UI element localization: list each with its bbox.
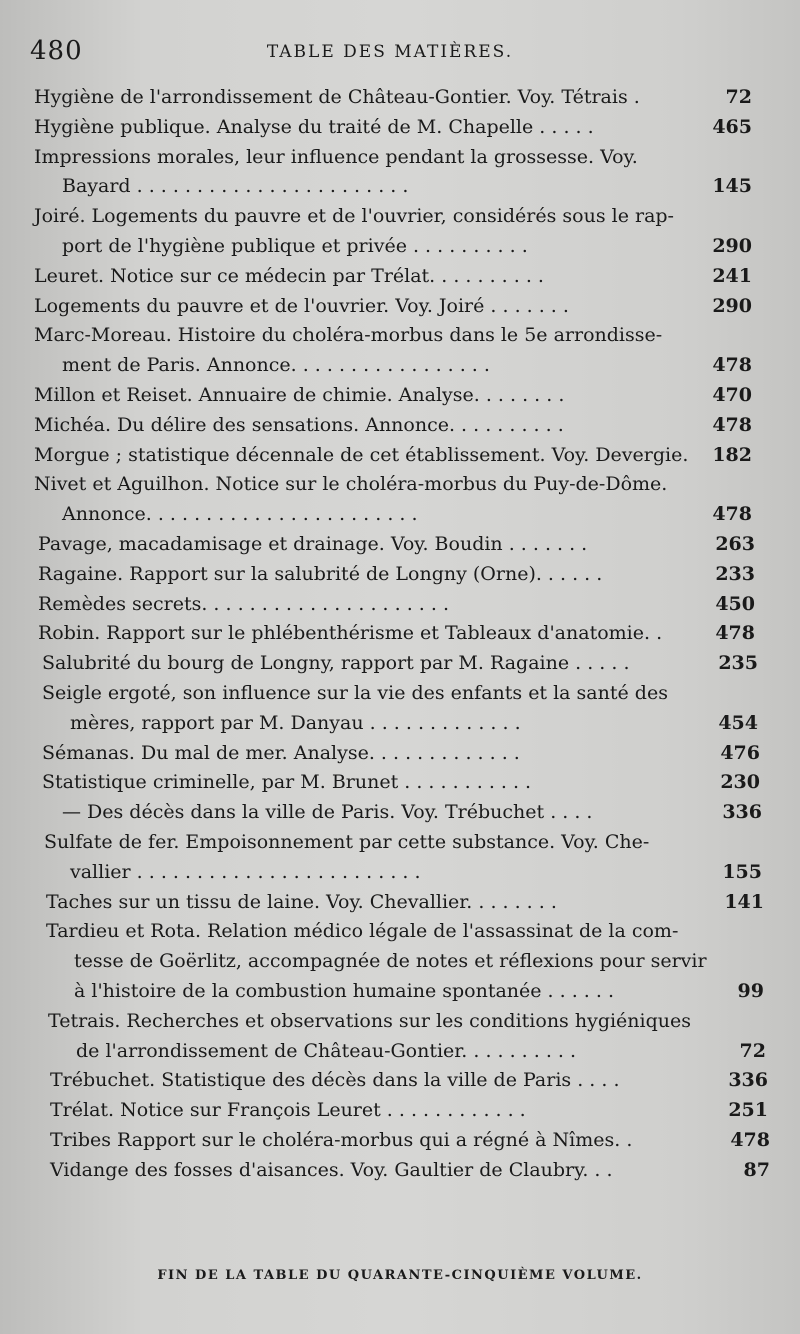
index-line-text: mères, rapport par M. Danyau . . . . . . . . . . . . . xyxy=(70,711,521,734)
index-line-page: 235 xyxy=(718,652,758,675)
index-line-page: 450 xyxy=(715,592,755,615)
index-line-page: 336 xyxy=(722,801,762,824)
index-line xyxy=(0,291,800,321)
index-line-text: Joiré. Logements du pauvre et de l'ouvrier, considérés sous le rap- xyxy=(34,205,674,228)
index-line-text: Sulfate de fer. Empoisonnement par cette substance. Voy. Che- xyxy=(44,831,650,853)
index-line-text: Statistique criminelle, par M. Brunet . . . . . . . . . . . xyxy=(42,771,532,794)
index-line-text: Millon et Reiset. Annuaire de chimie. Analyse. . . . . . . . xyxy=(34,384,565,406)
index-line-page: 72 xyxy=(725,86,752,108)
index-line-page: 478 xyxy=(715,622,755,645)
index-line xyxy=(0,797,800,827)
index-line-page: 478 xyxy=(730,1129,770,1151)
index-line xyxy=(0,261,800,291)
index-line xyxy=(0,678,800,708)
index-line-text: Tetrais. Recherches et observations sur les conditions hygiéniques xyxy=(48,1009,692,1032)
index-line-text: Impressions morales, leur influence pendant la grossesse. Voy. xyxy=(34,145,638,168)
index-line-text: Logements du pauvre et de l'ouvrier. Voy. Joiré . . . . . . . xyxy=(34,294,569,317)
index-line-text: Trébuchet. Statistique des décès dans la ville de Paris . . . . xyxy=(50,1069,620,1092)
index-line xyxy=(0,320,800,350)
index-line xyxy=(0,1095,800,1125)
index-line xyxy=(0,201,800,231)
index-line-text: Tardieu et Rota. Relation médico légale de l'assassinat de la com- xyxy=(46,920,679,943)
page-header xyxy=(30,36,750,66)
index-line-text: Seigle ergoté, son influence sur la vie des enfants et la santé des xyxy=(42,682,668,704)
index-line xyxy=(0,171,800,201)
index-line-text: vallier . . . . . . . . . . . . . . . . . . . . . . . . xyxy=(70,860,421,883)
index-line-page: 454 xyxy=(718,711,758,734)
index-line xyxy=(0,559,800,589)
index-line-text: Pavage, macadamisage et drainage. Voy. Boudin . . . . . . . xyxy=(38,533,588,555)
index-line xyxy=(0,708,800,738)
index-line-text: Ragaine. Rapport sur la salubrité de Longny (Orne). . . . . . xyxy=(38,562,603,585)
index-line-page: 478 xyxy=(712,503,752,526)
index-line-page: 290 xyxy=(712,235,752,257)
index-line-text: Morgue ; statistique décennale de cet établissement. Voy. Devergie. xyxy=(34,443,689,466)
index-line-page: 230 xyxy=(720,771,760,794)
index-line xyxy=(0,648,800,678)
index-line-page: 141 xyxy=(724,890,764,913)
index-line-text: à l'histoire de la combustion humaine spontanée . . . . . . xyxy=(74,980,614,1002)
index-line-page: 99 xyxy=(737,980,764,1002)
index-line xyxy=(0,529,800,559)
index-line-page: 465 xyxy=(712,115,752,138)
index-line-page: 478 xyxy=(712,354,752,377)
index-line xyxy=(0,1065,800,1095)
index-line xyxy=(0,469,800,499)
index-line-page: 251 xyxy=(728,1099,768,1122)
index-line xyxy=(0,738,800,768)
index-line-text: de l'arrondissement de Château-Gontier. . . . . . . . . . xyxy=(76,1039,577,1062)
index-line-page: 72 xyxy=(739,1039,766,1062)
running-title: TABLE DES MATIÈRES. xyxy=(266,42,514,62)
index-line-text: Remèdes secrets. . . . . . . . . . . . . . . . . . . . . xyxy=(38,592,449,615)
index-line xyxy=(0,976,800,1006)
index-line-text: Sémanas. Du mal de mer. Analyse. . . . . . . . . . . . . xyxy=(42,741,520,764)
end-of-table-note: FIN DE LA TABLE DU QUARANTE-CINQUIÈME VOLUME. xyxy=(157,1268,643,1283)
index-line xyxy=(0,499,800,529)
index-line-text: Robin. Rapport sur le phlébenthérisme et Tableaux d'anatomie. . xyxy=(38,622,663,645)
index-line-page: 182 xyxy=(712,443,752,466)
index-line xyxy=(0,440,800,470)
index-line-text: port de l'hygiène publique et privée . . . . . . . . . . xyxy=(62,235,528,257)
index-line-page: 290 xyxy=(712,294,752,317)
index-line-text: Trélat. Notice sur François Leuret . . . . . . . . . . . . xyxy=(50,1099,526,1122)
index-line xyxy=(0,1155,800,1185)
index-line xyxy=(0,767,800,797)
index-line-page: 233 xyxy=(715,562,755,585)
index-line-text: Nivet et Aguilhon. Notice sur le choléra-morbus du Puy-de-Dôme. xyxy=(34,473,668,496)
index-line-page: 336 xyxy=(728,1069,768,1092)
index-line xyxy=(0,857,800,887)
index-line xyxy=(0,231,800,261)
index-line xyxy=(0,1125,800,1155)
index-line xyxy=(0,946,800,976)
index-line-page: 263 xyxy=(715,533,755,555)
index-line xyxy=(0,589,800,619)
index-line-page: 155 xyxy=(722,860,762,883)
index-line-text: Michéa. Du délire des sensations. Annonce. . . . . . . . . . xyxy=(34,413,564,436)
index-line xyxy=(0,380,800,410)
index-line-page: 470 xyxy=(712,384,752,406)
index-line-text: Annonce. . . . . . . . . . . . . . . . . . . . . . . xyxy=(62,503,418,526)
index-line-page: 87 xyxy=(743,1158,770,1181)
index-line-text: — Des décès dans la ville de Paris. Voy. Trébuchet . . . . xyxy=(62,801,593,824)
index-line xyxy=(0,410,800,440)
index-line-text: Taches sur un tissu de laine. Voy. Chevallier. . . . . . . . xyxy=(46,890,557,913)
index-line xyxy=(0,112,800,142)
index-line-text: Hygiène de l'arrondissement de Château-Gontier. Voy. Tétrais . xyxy=(34,86,640,108)
index-line-text: ment de Paris. Annonce. . . . . . . . . . . . . . . . . xyxy=(62,354,490,377)
index-line xyxy=(0,827,800,857)
index-line xyxy=(0,350,800,380)
index-line xyxy=(0,618,800,648)
page-number: 480 xyxy=(30,36,83,66)
index-line xyxy=(0,916,800,946)
index-line-text: Marc-Moreau. Histoire du choléra-morbus dans le 5e arrondisse- xyxy=(34,324,663,347)
index-line-text: Bayard . . . . . . . . . . . . . . . . . . . . . . . xyxy=(62,175,409,198)
index-line xyxy=(0,1006,800,1036)
index-line-page: 145 xyxy=(712,175,752,198)
index-line-text: Tribes Rapport sur le choléra-morbus qui a régné à Nîmes. . xyxy=(50,1129,633,1151)
index-line-page: 478 xyxy=(712,413,752,436)
index-line-text: Leuret. Notice sur ce médecin par Trélat. . . . . . . . . . xyxy=(34,264,544,287)
index-line xyxy=(0,1036,800,1066)
index-line-text: tesse de Goërlitz, accompagnée de notes et réflexions pour servir xyxy=(74,950,707,973)
index-line xyxy=(0,82,800,112)
index-line-text: Salubrité du bourg de Longny, rapport par M. Ragaine . . . . . xyxy=(42,652,630,675)
index-line xyxy=(0,887,800,917)
index-line-text: Hygiène publique. Analyse du traité de M. Chapelle . . . . . xyxy=(34,115,594,138)
index-line-page: 476 xyxy=(720,741,760,764)
index-line-text: Vidange des fosses d'aisances. Voy. Gaultier de Claubry. . . xyxy=(50,1158,613,1181)
index-line xyxy=(0,142,800,172)
index-line-page: 241 xyxy=(712,264,752,287)
